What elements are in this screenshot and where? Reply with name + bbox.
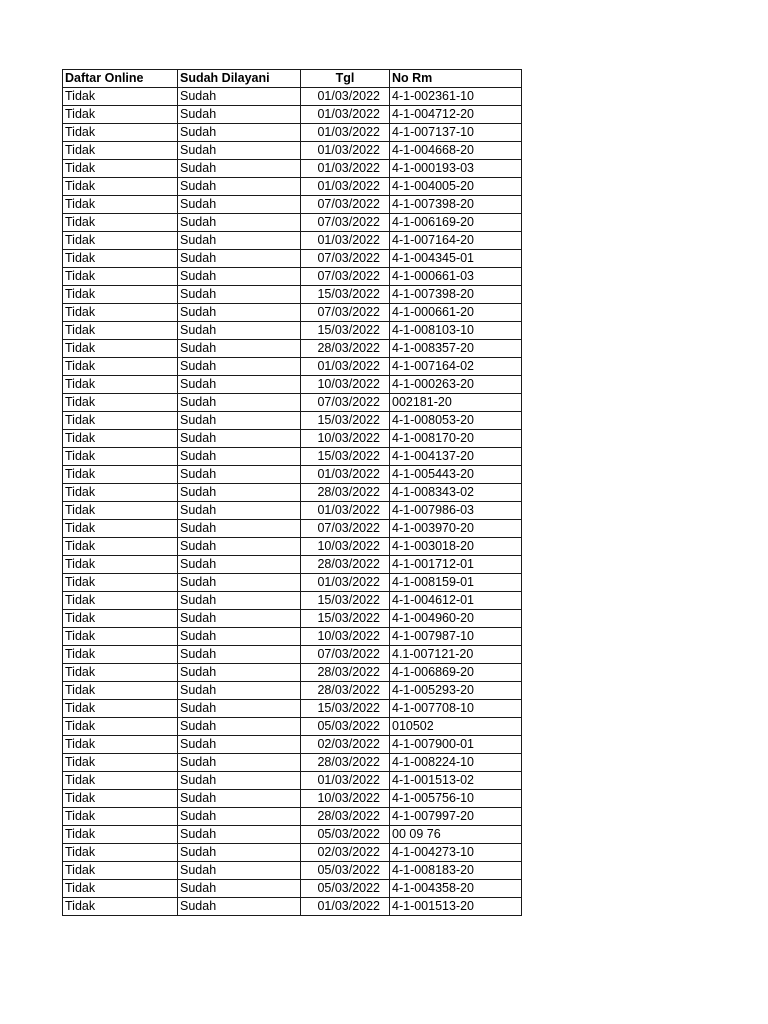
cell-tgl: 15/03/2022 [301,592,390,610]
table-body [63,88,522,916]
cell-sudah-dilayani: Sudah [178,124,301,142]
cell-tgl: 28/03/2022 [301,556,390,574]
cell-daftar-online: Tidak [63,358,178,376]
table-row [63,106,522,124]
cell-tgl: 10/03/2022 [301,790,390,808]
cell-no-rm: 4-1-004612-01 [390,592,522,610]
cell-daftar-online: Tidak [63,790,178,808]
cell-sudah-dilayani: Sudah [178,664,301,682]
table-row [63,430,522,448]
cell-daftar-online: Tidak [63,124,178,142]
cell-no-rm: 4-1-004137-20 [390,448,522,466]
cell-daftar-online: Tidak [63,484,178,502]
cell-tgl: 01/03/2022 [301,178,390,196]
cell-no-rm: 4-1-007164-02 [390,358,522,376]
table-row [63,214,522,232]
cell-daftar-online: Tidak [63,844,178,862]
table-row [63,826,522,844]
cell-daftar-online: Tidak [63,448,178,466]
table-row [63,232,522,250]
cell-tgl: 10/03/2022 [301,628,390,646]
cell-daftar-online: Tidak [63,502,178,520]
table-row [63,520,522,538]
cell-sudah-dilayani: Sudah [178,466,301,484]
cell-no-rm: 4-1-003018-20 [390,538,522,556]
table-row [63,718,522,736]
cell-no-rm: 4-1-007137-10 [390,124,522,142]
cell-sudah-dilayani: Sudah [178,898,301,916]
cell-daftar-online: Tidak [63,304,178,322]
cell-tgl: 01/03/2022 [301,358,390,376]
cell-no-rm: 4-1-008183-20 [390,862,522,880]
table-row [63,556,522,574]
cell-sudah-dilayani: Sudah [178,682,301,700]
table-row [63,124,522,142]
cell-daftar-online: Tidak [63,88,178,106]
cell-sudah-dilayani: Sudah [178,574,301,592]
cell-tgl: 01/03/2022 [301,502,390,520]
cell-no-rm: 4-1-007398-20 [390,196,522,214]
cell-no-rm: 4-1-000661-20 [390,304,522,322]
cell-sudah-dilayani: Sudah [178,718,301,736]
table-row [63,574,522,592]
cell-no-rm: 010502 [390,718,522,736]
table-row [63,358,522,376]
cell-daftar-online: Tidak [63,142,178,160]
table-row [63,772,522,790]
cell-sudah-dilayani: Sudah [178,502,301,520]
cell-sudah-dilayani: Sudah [178,358,301,376]
cell-no-rm: 4-1-000263-20 [390,376,522,394]
cell-daftar-online: Tidak [63,808,178,826]
table-row [63,880,522,898]
cell-daftar-online: Tidak [63,898,178,916]
table-row [63,790,522,808]
cell-tgl: 01/03/2022 [301,574,390,592]
cell-no-rm: 4-1-001513-20 [390,898,522,916]
cell-sudah-dilayani: Sudah [178,700,301,718]
table-row [63,394,522,412]
cell-sudah-dilayani: Sudah [178,646,301,664]
cell-tgl: 15/03/2022 [301,448,390,466]
cell-daftar-online: Tidak [63,268,178,286]
cell-tgl: 15/03/2022 [301,610,390,628]
cell-no-rm: 002181-20 [390,394,522,412]
cell-daftar-online: Tidak [63,322,178,340]
cell-no-rm: 00 09 76 [390,826,522,844]
cell-no-rm: 4-1-007398-20 [390,286,522,304]
cell-tgl: 05/03/2022 [301,862,390,880]
cell-daftar-online: Tidak [63,826,178,844]
cell-daftar-online: Tidak [63,628,178,646]
cell-daftar-online: Tidak [63,772,178,790]
cell-no-rm: 4-1-007987-10 [390,628,522,646]
header-tgl: Tgl [301,70,390,88]
cell-daftar-online: Tidak [63,682,178,700]
cell-sudah-dilayani: Sudah [178,484,301,502]
cell-no-rm: 4-1-001513-02 [390,772,522,790]
cell-tgl: 01/03/2022 [301,772,390,790]
cell-no-rm: 4-1-004358-20 [390,880,522,898]
cell-daftar-online: Tidak [63,160,178,178]
cell-no-rm: 4-1-008103-10 [390,322,522,340]
cell-sudah-dilayani: Sudah [178,754,301,772]
cell-daftar-online: Tidak [63,214,178,232]
cell-sudah-dilayani: Sudah [178,538,301,556]
cell-sudah-dilayani: Sudah [178,880,301,898]
cell-daftar-online: Tidak [63,736,178,754]
cell-no-rm: 4-1-004345-01 [390,250,522,268]
cell-daftar-online: Tidak [63,556,178,574]
cell-tgl: 05/03/2022 [301,880,390,898]
table-row [63,322,522,340]
cell-daftar-online: Tidak [63,538,178,556]
table-row [63,664,522,682]
cell-sudah-dilayani: Sudah [178,862,301,880]
cell-sudah-dilayani: Sudah [178,304,301,322]
cell-sudah-dilayani: Sudah [178,412,301,430]
cell-daftar-online: Tidak [63,250,178,268]
header-daftar-online: Daftar Online [63,70,178,88]
cell-no-rm: 4-1-008170-20 [390,430,522,448]
table-row [63,844,522,862]
header-no-rm: No Rm [390,70,522,88]
cell-no-rm: 4-1-003970-20 [390,520,522,538]
table-row [63,178,522,196]
cell-sudah-dilayani: Sudah [178,106,301,124]
cell-sudah-dilayani: Sudah [178,196,301,214]
cell-no-rm: 4-1-007164-20 [390,232,522,250]
cell-sudah-dilayani: Sudah [178,520,301,538]
cell-sudah-dilayani: Sudah [178,826,301,844]
cell-no-rm: 4-1-007708-10 [390,700,522,718]
table-row [63,376,522,394]
cell-tgl: 01/03/2022 [301,466,390,484]
cell-no-rm: 4-1-008224-10 [390,754,522,772]
cell-no-rm: 4-1-004712-20 [390,106,522,124]
cell-no-rm: 4-1-000193-03 [390,160,522,178]
cell-daftar-online: Tidak [63,646,178,664]
cell-sudah-dilayani: Sudah [178,178,301,196]
table-row [63,610,522,628]
cell-sudah-dilayani: Sudah [178,232,301,250]
cell-tgl: 01/03/2022 [301,124,390,142]
cell-daftar-online: Tidak [63,664,178,682]
cell-daftar-online: Tidak [63,466,178,484]
cell-tgl: 01/03/2022 [301,88,390,106]
cell-daftar-online: Tidak [63,574,178,592]
header-row [63,70,522,88]
table-row [63,808,522,826]
cell-daftar-online: Tidak [63,430,178,448]
cell-tgl: 07/03/2022 [301,196,390,214]
cell-no-rm: 4-1-004960-20 [390,610,522,628]
cell-daftar-online: Tidak [63,700,178,718]
table-row [63,628,522,646]
cell-daftar-online: Tidak [63,340,178,358]
cell-tgl: 01/03/2022 [301,898,390,916]
cell-tgl: 07/03/2022 [301,304,390,322]
cell-no-rm: 4-1-002361-10 [390,88,522,106]
cell-tgl: 02/03/2022 [301,844,390,862]
cell-no-rm: 4-1-005756-10 [390,790,522,808]
cell-no-rm: 4-1-007986-03 [390,502,522,520]
cell-daftar-online: Tidak [63,592,178,610]
cell-tgl: 01/03/2022 [301,160,390,178]
cell-no-rm: 4-1-006169-20 [390,214,522,232]
cell-tgl: 28/03/2022 [301,808,390,826]
cell-no-rm: 4-1-000661-03 [390,268,522,286]
table-row [63,754,522,772]
table-row [63,592,522,610]
cell-no-rm: 4-1-004273-10 [390,844,522,862]
table-row [63,862,522,880]
cell-daftar-online: Tidak [63,286,178,304]
cell-daftar-online: Tidak [63,178,178,196]
cell-no-rm: 4-1-005293-20 [390,682,522,700]
table-row [63,646,522,664]
cell-tgl: 28/03/2022 [301,340,390,358]
table-row [63,142,522,160]
cell-sudah-dilayani: Sudah [178,286,301,304]
cell-sudah-dilayani: Sudah [178,268,301,286]
cell-sudah-dilayani: Sudah [178,592,301,610]
cell-no-rm: 4-1-004668-20 [390,142,522,160]
cell-daftar-online: Tidak [63,880,178,898]
header-sudah-dilayani: Sudah Dilayani [178,70,301,88]
cell-sudah-dilayani: Sudah [178,214,301,232]
table-row [63,286,522,304]
cell-no-rm: 4-1-004005-20 [390,178,522,196]
cell-sudah-dilayani: Sudah [178,790,301,808]
cell-tgl: 15/03/2022 [301,286,390,304]
cell-sudah-dilayani: Sudah [178,628,301,646]
cell-sudah-dilayani: Sudah [178,376,301,394]
cell-sudah-dilayani: Sudah [178,430,301,448]
cell-daftar-online: Tidak [63,394,178,412]
cell-daftar-online: Tidak [63,412,178,430]
cell-daftar-online: Tidak [63,610,178,628]
cell-tgl: 28/03/2022 [301,682,390,700]
table-row [63,700,522,718]
cell-tgl: 15/03/2022 [301,412,390,430]
table-row [63,484,522,502]
cell-sudah-dilayani: Sudah [178,808,301,826]
cell-tgl: 15/03/2022 [301,700,390,718]
cell-tgl: 10/03/2022 [301,430,390,448]
cell-tgl: 01/03/2022 [301,232,390,250]
cell-sudah-dilayani: Sudah [178,772,301,790]
table-row [63,898,522,916]
cell-tgl: 10/03/2022 [301,376,390,394]
cell-sudah-dilayani: Sudah [178,322,301,340]
cell-no-rm: 4-1-008159-01 [390,574,522,592]
table-row [63,412,522,430]
cell-sudah-dilayani: Sudah [178,250,301,268]
cell-daftar-online: Tidak [63,520,178,538]
table-row [63,502,522,520]
cell-tgl: 02/03/2022 [301,736,390,754]
cell-no-rm: 4-1-007900-01 [390,736,522,754]
cell-tgl: 07/03/2022 [301,250,390,268]
cell-tgl: 07/03/2022 [301,268,390,286]
table-row [63,736,522,754]
cell-sudah-dilayani: Sudah [178,340,301,358]
cell-daftar-online: Tidak [63,196,178,214]
cell-tgl: 10/03/2022 [301,538,390,556]
table-row [63,160,522,178]
cell-tgl: 28/03/2022 [301,484,390,502]
cell-sudah-dilayani: Sudah [178,610,301,628]
cell-sudah-dilayani: Sudah [178,142,301,160]
cell-tgl: 07/03/2022 [301,520,390,538]
cell-daftar-online: Tidak [63,106,178,124]
table-row [63,268,522,286]
cell-sudah-dilayani: Sudah [178,394,301,412]
cell-tgl: 28/03/2022 [301,664,390,682]
table-row [63,304,522,322]
cell-no-rm: 4-1-008053-20 [390,412,522,430]
table-row [63,88,522,106]
table-row [63,448,522,466]
patient-visit-table [62,69,522,916]
cell-sudah-dilayani: Sudah [178,448,301,466]
table-row [63,340,522,358]
cell-tgl: 07/03/2022 [301,646,390,664]
cell-daftar-online: Tidak [63,232,178,250]
cell-daftar-online: Tidak [63,754,178,772]
cell-sudah-dilayani: Sudah [178,736,301,754]
cell-no-rm: 4.1-007121-20 [390,646,522,664]
cell-sudah-dilayani: Sudah [178,88,301,106]
cell-sudah-dilayani: Sudah [178,160,301,178]
cell-no-rm: 4-1-007997-20 [390,808,522,826]
cell-sudah-dilayani: Sudah [178,844,301,862]
cell-tgl: 01/03/2022 [301,142,390,160]
cell-tgl: 05/03/2022 [301,718,390,736]
cell-no-rm: 4-1-006869-20 [390,664,522,682]
cell-tgl: 07/03/2022 [301,214,390,232]
cell-tgl: 07/03/2022 [301,394,390,412]
table-row [63,250,522,268]
table-row [63,466,522,484]
cell-daftar-online: Tidak [63,718,178,736]
cell-sudah-dilayani: Sudah [178,556,301,574]
table-row [63,538,522,556]
table-row [63,196,522,214]
cell-daftar-online: Tidak [63,376,178,394]
cell-tgl: 01/03/2022 [301,106,390,124]
cell-tgl: 05/03/2022 [301,826,390,844]
cell-no-rm: 4-1-008357-20 [390,340,522,358]
cell-no-rm: 4-1-001712-01 [390,556,522,574]
cell-no-rm: 4-1-008343-02 [390,484,522,502]
cell-no-rm: 4-1-005443-20 [390,466,522,484]
table-row [63,682,522,700]
cell-tgl: 15/03/2022 [301,322,390,340]
cell-tgl: 28/03/2022 [301,754,390,772]
cell-daftar-online: Tidak [63,862,178,880]
